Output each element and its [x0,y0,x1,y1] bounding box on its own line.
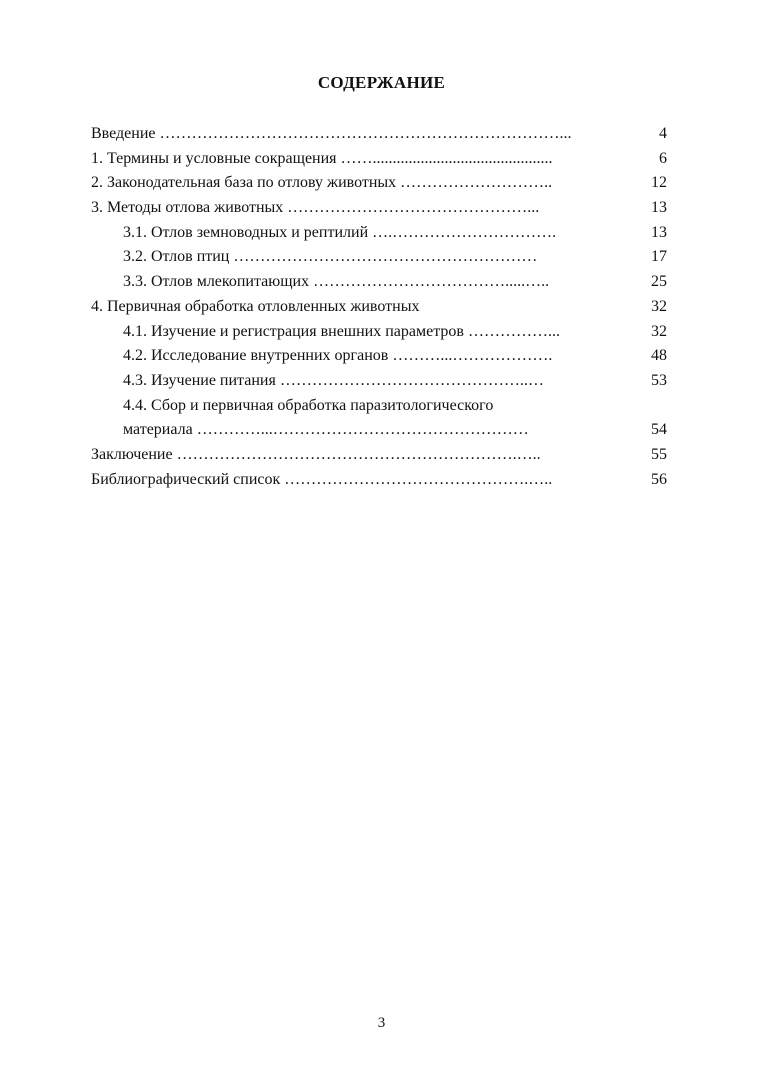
toc-entry-page: 13 [651,223,667,241]
toc-entry-page: 55 [651,445,667,463]
toc-entry-text: 3.3. Отлов млекопитающих ……………………………….....….. [123,273,550,291]
toc-entry-page: 48 [651,347,667,365]
toc-entry-text: 3. Методы отлова животных ………………………………………... [91,199,540,217]
toc-entry-text: материала …………...………………………………………… [123,421,529,439]
toc-entry-page: 54 [651,421,667,439]
toc-entry-processing [91,295,667,320]
toc-entry-mammals [91,270,667,295]
toc-entry-nutrition [91,369,667,394]
toc-entry-external-parameters [91,320,667,345]
toc-entry-introduction [91,122,667,147]
toc-entry-text: 4.2. Исследование внутренних органов ………...………………. [123,347,553,365]
toc-entry-text: 2. Законодательная база по отлову животных ……………………….. [91,174,553,192]
toc-entry-conclusion [91,443,667,468]
toc-entry-page: 53 [651,371,667,389]
toc-entry-text: 4.1. Изучение и регистрация внешних параметров ……………... [123,322,560,340]
toc-entry-page: 13 [651,199,667,217]
toc-entry-birds [91,245,667,270]
page-title: СОДЕРЖАНИЕ [317,73,446,92]
toc-entry-text: 3.1. Отлов земноводных и рептилий ….…………………………. [123,223,557,241]
toc-entry-page: 56 [651,470,667,488]
toc-entry-internal-organs [91,344,667,369]
page-number: 3 [377,1015,386,1031]
toc-entry-page: 17 [651,248,667,266]
toc-entry-methods [91,196,667,221]
toc-entry-page: 4 [659,125,667,142]
toc-entry-amphibians [91,221,667,246]
toc-entry-page: 32 [651,322,667,340]
toc-entry-text: 4. Первичная обработка отловленных животных [91,297,420,315]
toc-entry-text: Введение …………………………………………………………………... [91,125,572,142]
toc-entry-parasitology-continued [91,418,667,443]
toc-entry-text: 4.4. Сбор и первичная обработка паразитологического [123,396,494,414]
toc-entry-text: Библиографический список ……………………………………….….. [91,470,553,488]
toc-entry-terms [91,147,667,172]
toc-entry-bibliography [91,468,667,493]
toc-entry-legislation [91,171,667,196]
toc-entry-text: 4.3. Изучение питания ………………………………………..… [123,371,544,389]
toc-entry-page: 6 [659,149,667,167]
toc-entry-page: 32 [651,297,667,315]
toc-entry-text: Заключение ……………………………………………………….….. [91,445,541,463]
toc-entry-parasitology [91,394,667,419]
toc-entry-page: 25 [651,273,667,291]
toc-entry-text: 3.2. Отлов птиц ………………………………………………… [123,248,538,266]
toc-entry-text: 1. Термины и условные сокращения ……............................................. [91,149,553,167]
table-of-contents [91,122,667,492]
toc-entry-page: 12 [651,174,667,192]
